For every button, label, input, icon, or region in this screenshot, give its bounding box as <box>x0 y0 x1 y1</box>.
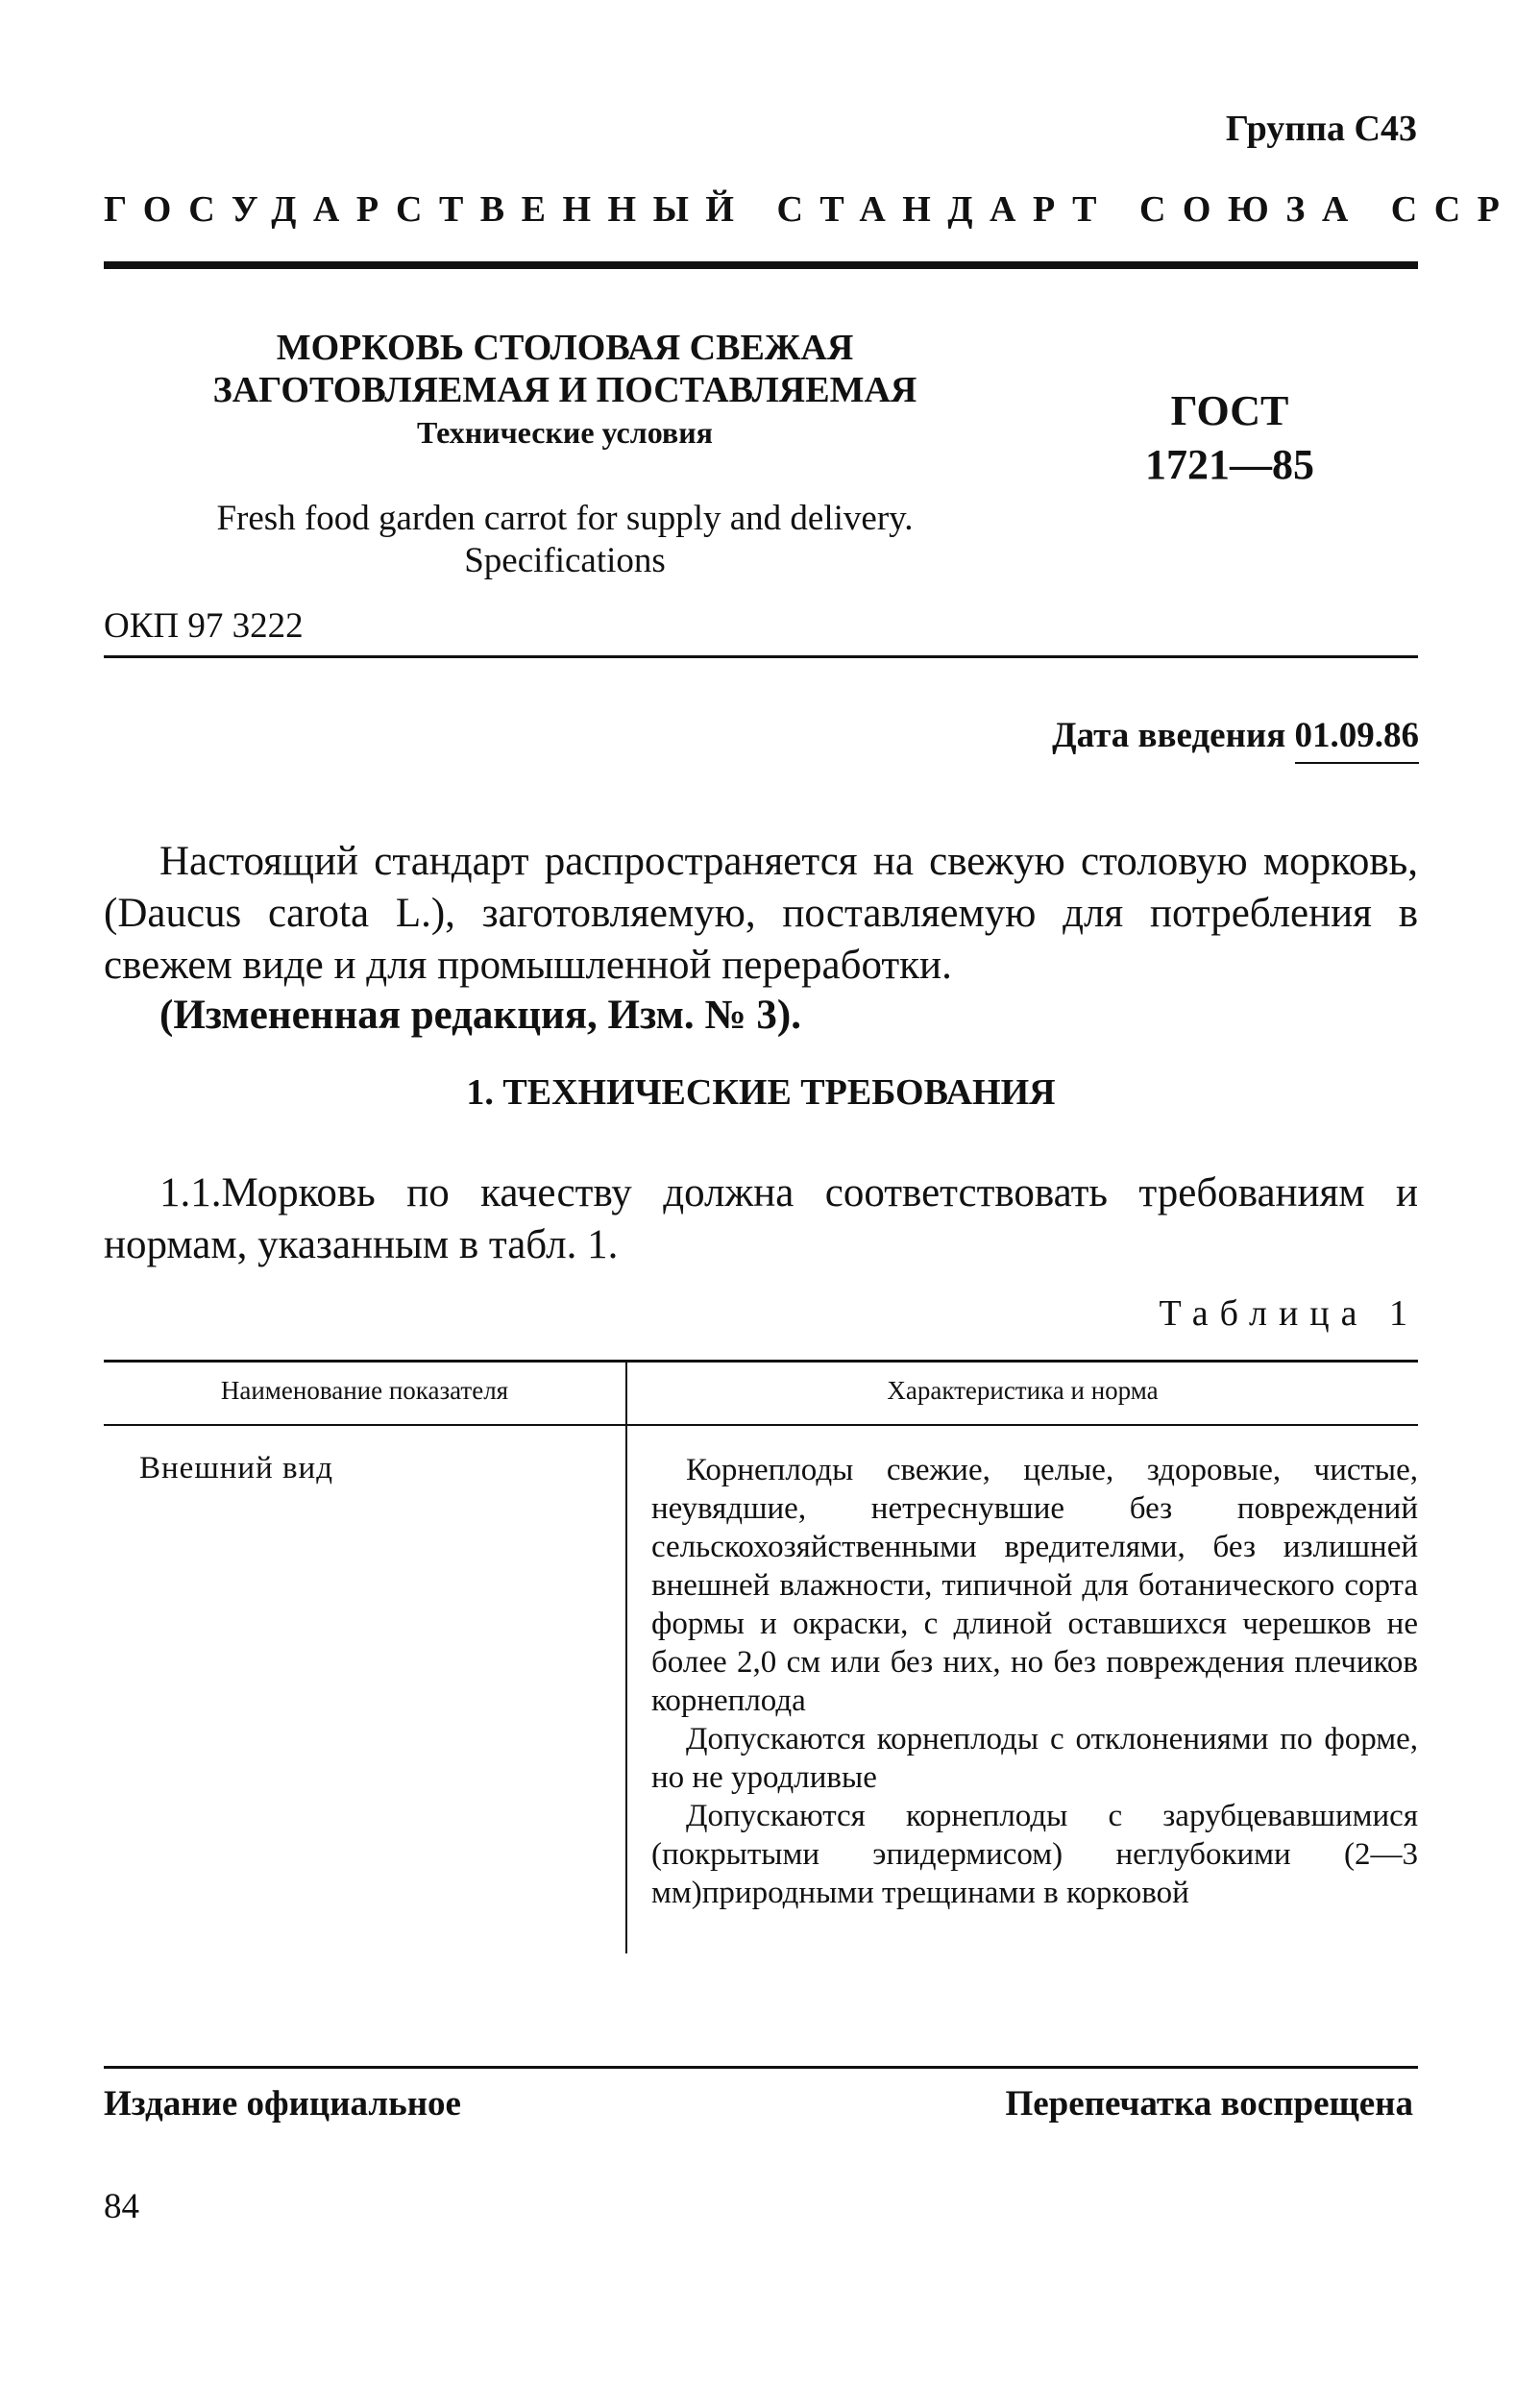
english-title-line-1: Fresh food garden carrot for supply and delivery. <box>216 499 914 538</box>
title-line-1: МОРКОВЬ СТОЛОВАЯ СВЕЖАЯ <box>276 328 854 368</box>
title-line-2: ЗАГОТОВЛЯЕМАЯ И ПОСТАВЛЯЕМАЯ <box>212 370 917 410</box>
standard-header: ГОСУДАРСТВЕННЫЙ СТАНДАРТ СОЮЗА ССР <box>104 189 1517 230</box>
table-top-rule <box>104 1360 1418 1363</box>
norm-paragraph: Корнеплоды свежие, целые, здоровые, чистые, неувядшие, нетреснувшие без повреждений сельскохозяйственными вредителями, без излишней внешней влажности, типичной для ботанического сорта формы и окраски, с длиной оставшихся черешков не более 2,0 см или без них, но без повреждения плечиков корнеплода <box>651 1453 1418 1718</box>
clause-1-1: 1.1.Морковь по качеству должна соответствовать требованиям и нормам, указанным в табл. 1. <box>104 1170 1418 1267</box>
page-number: 84 <box>104 2187 139 2226</box>
table-cell-norm <box>651 1451 1418 1912</box>
scope-paragraph: Настоящий стандарт распространяется на свежую столовую морковь, (Daucus carota L.), заготовляемую, поставляемую для потребления в свежем виде и для промышленной переработки. <box>104 839 1418 988</box>
table-column-divider <box>625 1360 627 1953</box>
introduction-date <box>1052 715 1419 764</box>
table-header-rule <box>104 1424 1418 1426</box>
footer-rule <box>104 2066 1418 2069</box>
english-title-line-2: Specifications <box>464 541 666 580</box>
gost-number: 1721—85 <box>1145 441 1314 488</box>
amendment-note: (Измененная редакция, Изм. № 3). <box>159 993 801 1038</box>
gost-designation <box>1086 384 1374 492</box>
gost-label: ГОСТ <box>1170 387 1289 434</box>
edition-note: Издание официальное <box>104 2084 461 2124</box>
norm-paragraph: Допускаются корнеплоды с отклонениями по форме, но не уродливые <box>651 1722 1418 1795</box>
table-cell-name: Внешний вид <box>139 1451 333 1486</box>
date-label: Дата введения <box>1052 716 1286 755</box>
document-title <box>104 327 1026 454</box>
group-code: Группа С43 <box>1225 109 1417 149</box>
section-title: 1. ТЕХНИЧЕСКИЕ ТРЕБОВАНИЯ <box>466 1072 1056 1113</box>
title-rule <box>104 655 1418 658</box>
table-header-norm: Характеристика и норма <box>887 1376 1159 1405</box>
table-header-name: Наименование показателя <box>220 1376 509 1405</box>
reprint-note: Перепечатка воспрещена <box>1005 2084 1413 2124</box>
table-label: Таблица 1 <box>1159 1293 1419 1334</box>
date-value: 01.09.86 <box>1295 715 1420 764</box>
okp-code: ОКП 97 3222 <box>104 606 304 646</box>
title-subtitle: Технические условия <box>417 415 713 450</box>
english-title <box>104 498 1026 582</box>
header-rule <box>104 261 1418 269</box>
norm-paragraph: Допускаются корнеплоды с зарубцевавшимися (покрытыми эпидермисом) неглубокими (2—3 мм)природными трещинами в корковой <box>651 1799 1418 1910</box>
